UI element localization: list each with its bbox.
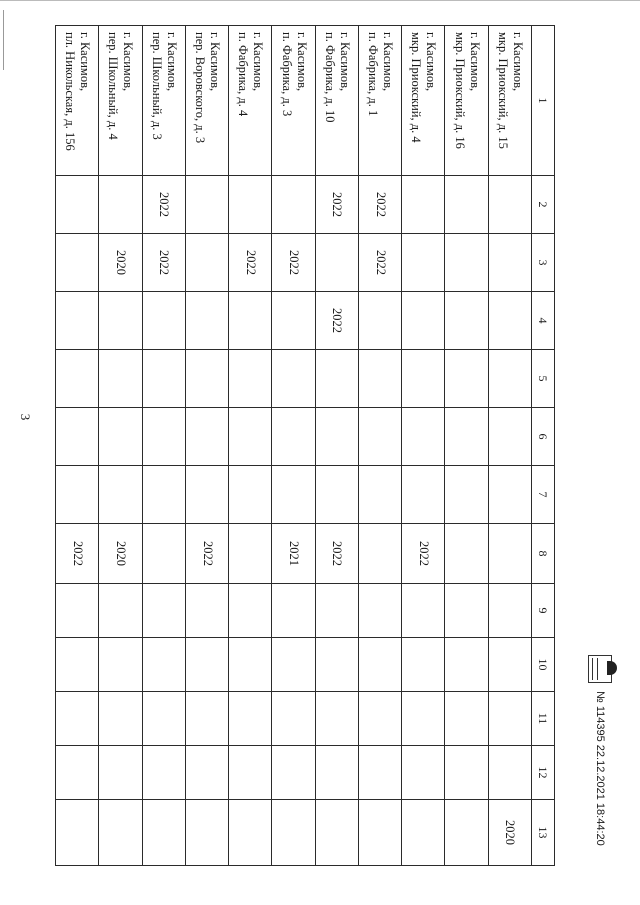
year-cell [56,638,99,692]
table-row [229,26,272,866]
scan-edge-left [3,10,4,70]
year-cell [445,692,488,746]
year-cell [229,692,272,746]
year-cell [445,234,488,292]
column-header: 3 [532,234,555,292]
year-cell [272,292,315,350]
year-cell [445,746,488,800]
year-cell [56,350,99,408]
year-cell [99,746,142,800]
year-cell [99,466,142,524]
column-header: 4 [532,292,555,350]
year-cell [358,584,401,638]
address-line: г. Касимов, [164,32,179,92]
year-cell [358,746,401,800]
year-cell [185,584,228,638]
year-cell [185,234,228,292]
year-cell [142,638,185,692]
year-cell [229,524,272,584]
year-cell [185,746,228,800]
header-row [532,26,555,866]
year-cell [445,350,488,408]
year-cell [445,524,488,584]
year-cell [99,584,142,638]
year-cell [185,638,228,692]
year-cell [402,746,445,800]
column-header: 1 [532,26,555,176]
year-cell [488,466,531,524]
year-cell [229,466,272,524]
address-line: мкр. Приокский, д. 4 [409,32,424,143]
address-cell [229,26,272,176]
year-cell [488,292,531,350]
year-cell [402,584,445,638]
year-cell [99,692,142,746]
year-cell: 2020 [99,234,142,292]
year-cell: 2022 [185,524,228,584]
year-cell [185,692,228,746]
year-cell [315,800,358,866]
year-cell: 2022 [315,524,358,584]
year-cell [99,638,142,692]
year-cell [358,350,401,408]
year-cell [488,234,531,292]
column-header: 9 [532,584,555,638]
year-cell [488,584,531,638]
address-line: г. Касимов, [510,32,525,92]
year-cell [358,292,401,350]
year-cell [315,692,358,746]
year-cell [142,584,185,638]
year-cell [272,638,315,692]
year-cell [229,176,272,234]
table-row [402,26,445,866]
year-cell [56,746,99,800]
year-cell: 2022 [358,176,401,234]
year-cell [402,292,445,350]
column-header: 7 [532,466,555,524]
column-header: 6 [532,408,555,466]
address-line: п. Фабрика, д. 4 [236,32,251,117]
address-line: мкр. Приокский, д. 15 [495,32,510,149]
schedule-table [55,25,555,866]
year-cell [315,466,358,524]
year-cell [99,408,142,466]
address-line: г. Касимов, [424,32,439,92]
address-line: п. Фабрика, д. 10 [322,32,337,123]
year-cell [142,408,185,466]
year-cell [56,584,99,638]
year-cell [488,176,531,234]
year-cell [358,408,401,466]
address-line: пер. Воровского, д. 3 [193,32,208,144]
year-cell: 2022 [272,234,315,292]
address-cell [99,26,142,176]
address-cell [272,26,315,176]
year-cell: 2022 [315,292,358,350]
year-cell [445,800,488,866]
address-line: г. Касимов, [467,32,482,92]
year-cell [445,466,488,524]
year-cell [315,584,358,638]
year-cell [142,800,185,866]
column-header: 13 [532,800,555,866]
address-cell [315,26,358,176]
year-cell: 2022 [402,524,445,584]
year-cell [142,292,185,350]
year-cell [488,692,531,746]
column-header: 12 [532,746,555,800]
year-cell [185,466,228,524]
year-cell [445,408,488,466]
emblem-icon [588,655,612,683]
column-header: 11 [532,692,555,746]
year-cell [142,746,185,800]
table-row [142,26,185,866]
address-line: п. Фабрика, д. 1 [366,32,381,117]
address-line: г. Касимов, [78,32,93,92]
table-row [445,26,488,866]
year-cell [229,746,272,800]
footer-stamp-area [585,655,615,885]
year-cell [56,800,99,866]
column-header: 10 [532,638,555,692]
year-cell [56,234,99,292]
address-line: пер. Школьный, д. 3 [149,32,164,140]
year-cell [402,408,445,466]
year-cell: 2021 [272,524,315,584]
year-cell [229,408,272,466]
year-cell [402,800,445,866]
year-cell: 2022 [229,234,272,292]
year-cell [358,524,401,584]
page-number: 3 [18,413,33,421]
column-header: 8 [532,524,555,584]
year-cell [185,800,228,866]
year-cell: 2022 [315,176,358,234]
document-stamp-text: № 114395 22.12.2021 18:44:20 [594,691,606,846]
table-row [56,26,99,866]
year-cell [185,292,228,350]
year-cell [142,350,185,408]
address-cell [445,26,488,176]
year-cell [358,638,401,692]
year-cell [229,350,272,408]
year-cell [99,292,142,350]
year-cell [185,350,228,408]
year-cell [315,638,358,692]
year-cell [56,176,99,234]
year-cell [315,408,358,466]
year-cell [402,350,445,408]
year-cell [56,292,99,350]
address-line: г. Касимов, [337,32,352,92]
address-cell [56,26,99,176]
year-cell [315,234,358,292]
year-cell [272,466,315,524]
year-cell [142,524,185,584]
year-cell [402,234,445,292]
year-cell [272,584,315,638]
address-cell [185,26,228,176]
table-row [185,26,228,866]
table-row [272,26,315,866]
address-line: г. Касимов, [121,32,136,92]
address-cell [488,26,531,176]
year-cell [272,692,315,746]
year-cell [272,408,315,466]
year-cell: 2020 [99,524,142,584]
year-cell [402,692,445,746]
year-cell [272,350,315,408]
year-cell [229,584,272,638]
year-cell [315,350,358,408]
year-cell [185,176,228,234]
table-frame [55,25,555,845]
address-line: г. Касимов, [381,32,396,92]
year-cell [315,746,358,800]
year-cell: 2022 [56,524,99,584]
year-cell [229,638,272,692]
year-cell [402,638,445,692]
year-cell [488,746,531,800]
year-cell [488,350,531,408]
address-line: мкр. Приокский, д. 16 [452,32,467,149]
year-cell [272,176,315,234]
year-cell [488,408,531,466]
year-cell [229,800,272,866]
year-cell [56,692,99,746]
column-header: 2 [532,176,555,234]
year-cell: 2022 [358,234,401,292]
year-cell [358,466,401,524]
year-cell [272,746,315,800]
table-row [358,26,401,866]
address-cell [358,26,401,176]
year-cell: 2022 [142,176,185,234]
year-cell [99,350,142,408]
address-cell [142,26,185,176]
year-cell [488,638,531,692]
address-line: г. Касимов, [251,32,266,92]
year-cell [358,692,401,746]
year-cell [185,408,228,466]
year-cell [99,800,142,866]
address-line: пл. Никольская, д. 156 [63,32,78,151]
year-cell [99,176,142,234]
address-cell [402,26,445,176]
table-row [488,26,531,866]
address-line: г. Касимов, [294,32,309,92]
year-cell [402,176,445,234]
year-cell [445,584,488,638]
year-cell: 2020 [488,800,531,866]
year-cell [402,466,445,524]
year-cell [445,638,488,692]
year-cell: 2022 [142,234,185,292]
year-cell [142,466,185,524]
year-cell [272,800,315,866]
address-line: г. Касимов, [208,32,223,92]
address-line: пер. Школьный, д. 4 [106,32,121,140]
address-line: п. Фабрика, д. 3 [279,32,294,117]
year-cell [56,408,99,466]
year-cell [445,292,488,350]
year-cell [445,176,488,234]
table-body [56,26,532,866]
column-header: 5 [532,350,555,408]
table-row [315,26,358,866]
scan-edge-top [0,0,640,1]
year-cell [56,466,99,524]
year-cell [142,692,185,746]
table-row [99,26,142,866]
year-cell [229,292,272,350]
year-cell [358,800,401,866]
year-cell [488,524,531,584]
